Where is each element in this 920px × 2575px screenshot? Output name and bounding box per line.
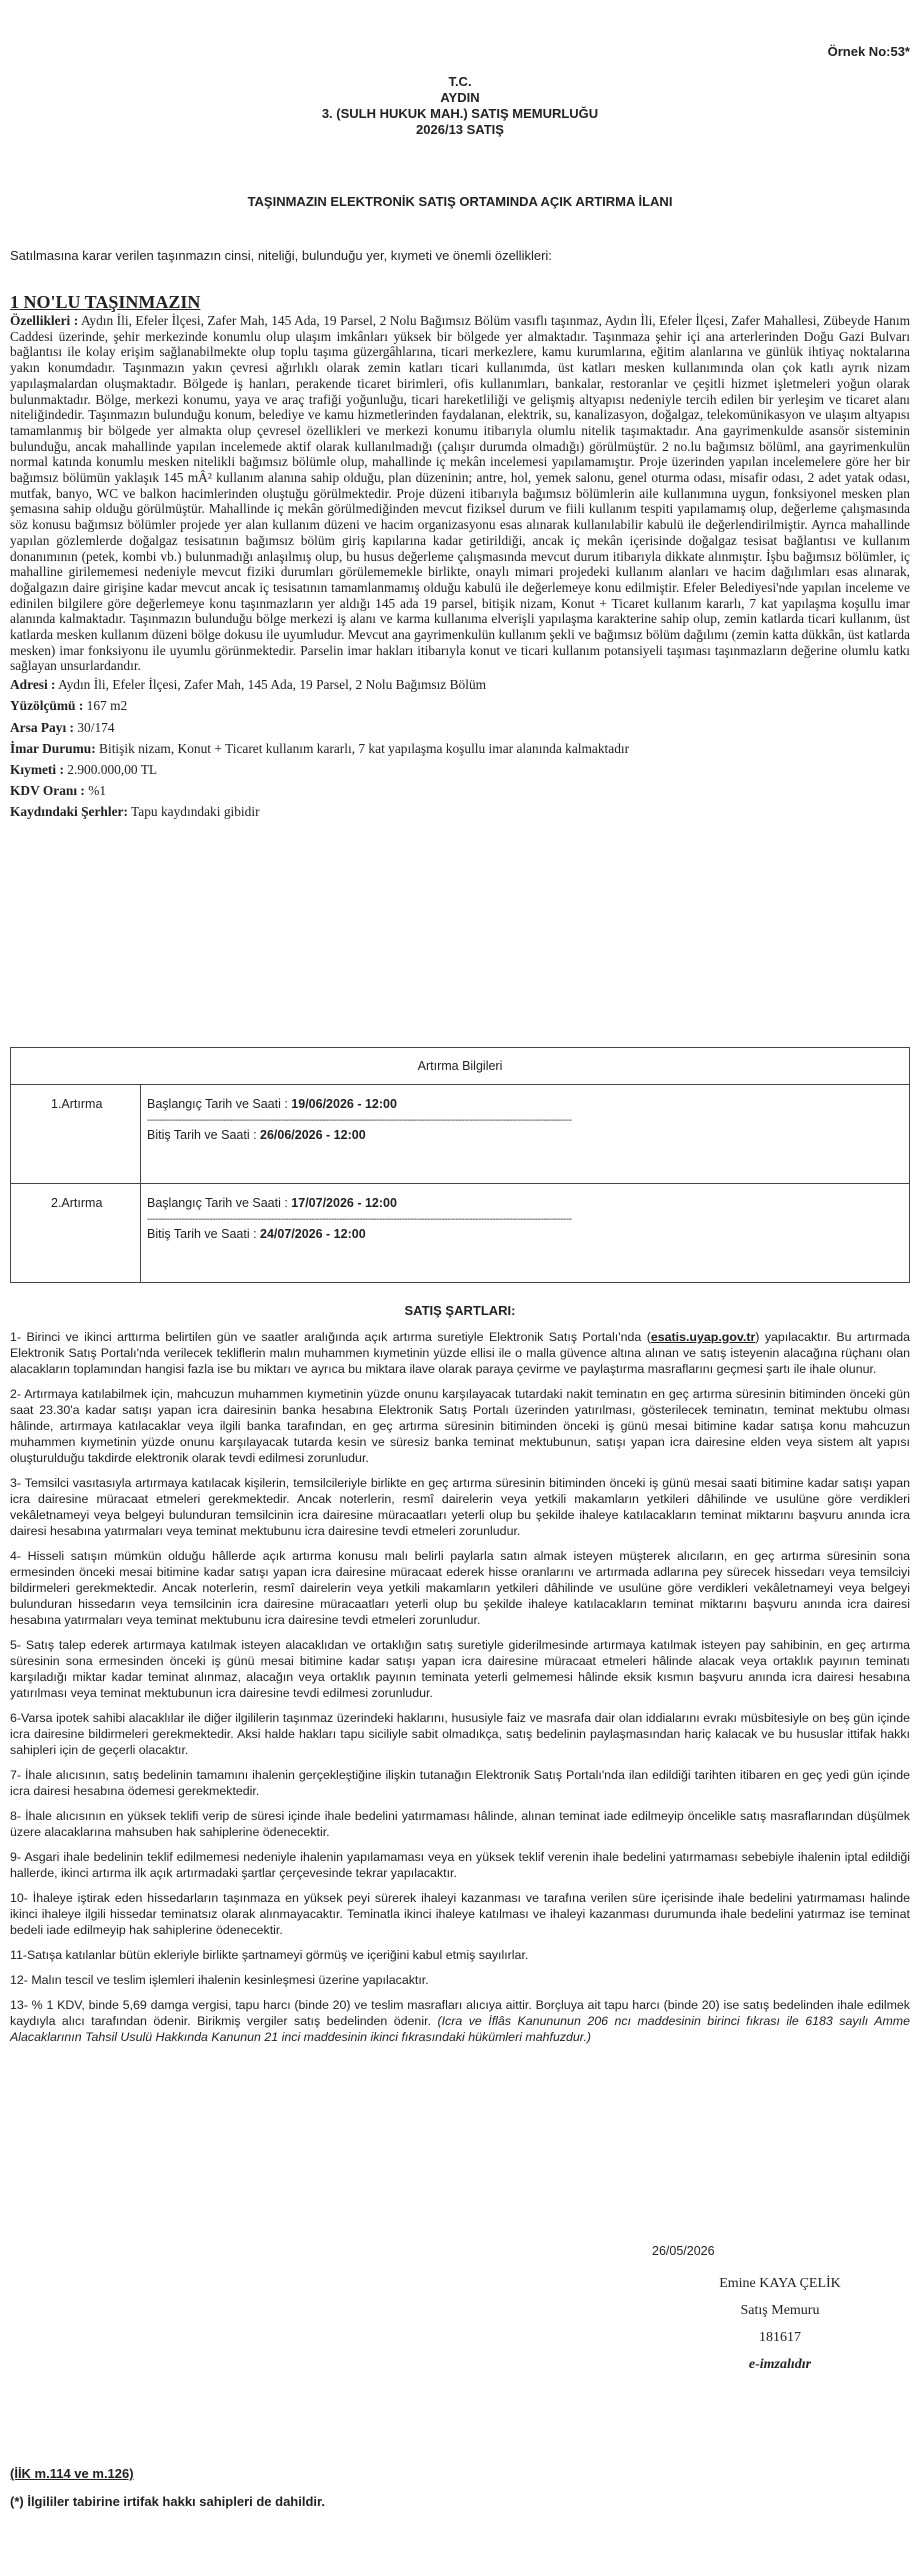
header-line-city: AYDIN [440, 90, 480, 105]
term-12: 12- Malın tescil ve teslim işlemleri ihalenin kesinleşmesi üzerine yapılacaktır. [10, 1973, 429, 1987]
property-value [10, 759, 910, 780]
term-6: 6-Varsa ipotek sahibi alacaklılar ile diğer ilgililerin taşınmaz üzerindeki haklarını, hususiyle faiz ve masrafa dair olan iddialarını evrakı müsbitesiyle on beş gün içinde icra dairesine bildirmeleri gerekmektedir. Aksi halde hakları tapu siciliyle sabit olmadıkça, satış bedelinin paylaşmasından hariç kalacak ve bu hususlar ittifak hakkı sahipleri için de geçerli olacaktır. [10, 1711, 910, 1757]
term-5: 5- Satış talep ederek artırmaya katılmak isteyen alacaklıdan ve ortaklığın satış suretiyle giderilmesinde artırmaya katılmak isteyen pay sahibinin, en geç artırma süresinin sona ermesinden önceki iş günü mesai bitimine kadar satışı yapan icra dairesine müracaat etmeleri hâlinde alacak veya ortaklık payının teminatı karşıladığı miktar kadar teminat alınmaz, alacağın veya ortaklık payının teminata yeterli gelmemesi hâlinde eksik kısmın başvuru anında icra dairesi hesabına yatırılması veya teminat mektubunun icra dairesine tevdi edilmesi zorunludur. [10, 1638, 910, 1700]
signer-name: Emine KAYA ÇELİK [719, 2276, 841, 2291]
land-share-value: 30/174 [77, 719, 115, 735]
term-1 [10, 1329, 910, 1377]
auction-row [11, 1085, 910, 1184]
term-1-text-b: ) yapılacaktır. Bu artırmada Elektronik Satış Portalı'nda verilecek tekliflerin malın muhammen kıymetinin yüzde ellisi ile o malla güvence altına alınan ve satış isteyenin alacağına rüçhanı olan alacakların toplamından hangisi fazla ise bu miktarı ve ayrıca bu miktara ilave olarak paraya çevirme ve paylaştırma masraflarını geçmesi şartı ile ihale olunur. [10, 1330, 910, 1376]
term-3: 3- Temsilci vasıtasıyla artırmaya katılacak kişilerin, temsilcileriyle birlikte en geç artırma süresinin bitiminden önceki iş günü mesai saati bitimine kadar satışı yapan icra dairesine müracaat etmeleri gerekmektedir. Ancak noterlerin, resmî dairelerin veya yetkili makamların yetkileri dâhilinde ve usulüne göre verdikleri vekâletnameyi veya belgeyi bulunduran temsilcinin icra dairesine müracaatları yeterli olup bu şekilde ihaleye katılacakların teminat miktarını başvuru anında icra dairesi hesabına yatırmaları veya teminat mektubunu icra dairesine tevdi etmeleri zorunludur. [10, 1476, 910, 1538]
term-13-text: 13- % 1 KDV, binde 5,69 damga vergisi, tapu harcı (binde 20) ve teslim masrafları alıcıya aittir. Borçluya ait tapu harcı (binde 20) ise satış bedelinden ihale edilmek kaydıyla alıcı tarafından ödenir. Birikmiş vergiler satış bedelinden ödenir. [10, 1998, 910, 2028]
auction-end [147, 1128, 909, 1142]
terms-section [10, 1329, 910, 2054]
signature-block [640, 2270, 920, 2378]
signer-number: 181617 [759, 2330, 801, 2345]
property-land-share [10, 717, 910, 738]
property-annotations [10, 801, 910, 822]
address-label: Adresi : [10, 677, 56, 693]
auction-end [147, 1227, 909, 1241]
zoning-value: Bitişik nizam, Konut + Ticaret kullanım kararlı, 7 kat yapılaşma koşullu imar alanında kalmaktadır [99, 740, 630, 756]
start-value: 19/06/2026 - 12:00 [291, 1097, 397, 1111]
property-area [10, 695, 910, 716]
term-13-note: (Icra ve İflâs Kanununun 206 ncı maddesinin birinci fıkrası ile 6183 sayılı Amme Alacaklarının Tahsil Usulü Hakkında Kanunun 21 inci maddesinin ikinci fıkrasındaki hükümleri mahfuzdur.) [10, 2014, 910, 2044]
document-title: TAŞINMAZIN ELEKTRONİK SATIŞ ORTAMINDA AÇIK ARTIRMA İLANI [247, 194, 673, 209]
esatis-link[interactable]: esatis.uyap.gov.tr [650, 1330, 756, 1344]
property-heading: 1 NO'LU TAŞINMAZIN [10, 292, 201, 312]
address-value: Aydın İli, Efeler İlçesi, Zafer Mah, 145 Ada, 19 Parsel, 2 Nolu Bağımsız Bölüm [58, 677, 487, 693]
end-value: 26/06/2026 - 12:00 [260, 1128, 366, 1142]
area-label: Yüzölçümü : [10, 698, 84, 714]
property-features [10, 313, 910, 674]
value-amount: 2.900.000,00 TL [67, 761, 158, 777]
zoning-label: İmar Durumu: [10, 740, 96, 756]
law-reference: (İİK m.114 ve m.126) [10, 2466, 134, 2481]
header-line-tc: T.C. [448, 74, 472, 89]
term-2: 2- Artırmaya katılabilmek için, mahcuzun muhammen kıymetinin yüzde onunu karşılayacak tutardaki nakit teminatın en geç artırma süresinin bitiminden önceki gün saat 23.30'a kadar satışı yapan icra dairesinin banka hesabına Elektronik Satış Portalı üzerinden yatırılması, gösterilecek teminatın, teminat mektubu olması hâlinde, artırmaya katılacaklar veya ilgili banka tarafından, en geç artırma süresinin bitiminden önceki iş günü mesai bitimine kadar satışa konu mahcuzun muhammen kıymetinin yüzde onunu karşılayacak tutarda kesin ve süresiz banka teminat mektubunun, satışı yapan icra dairesine elden veya sistem alt yapısı oluşturulduğu takdirde elektronik olarak tevdi edilmesi zorunludur. [10, 1387, 910, 1465]
term-7: 7- İhale alıcısının, satış bedelinin tamamını ihalenin gerçekleştiğine ilişkin tutanağın Elektronik Satış Portalı'nda ilan edildiği tarihten itibaren en geç yedi gün içinde icra dairesi hesabına ödemesi gerekmektedir. [10, 1768, 910, 1798]
term-1-text-a: 1- Birinci ve ikinci arttırma belirtilen gün ve saatler aralığında açık artırma suretiyle Elektronik Satış Portalı'nda ( [10, 1330, 651, 1344]
end-value: 24/07/2026 - 12:00 [260, 1227, 366, 1241]
property-section [10, 291, 910, 823]
header-line-office: 3. (SULH HUKUK MAH.) SATIŞ MEMURLUĞU [321, 106, 599, 121]
header-line-file-no: 2026/13 SATIŞ [416, 122, 504, 137]
end-label: Bitiş Tarih ve Saati : [147, 1128, 261, 1142]
terms-title: SATIŞ ŞARTLARI: [404, 1303, 516, 1318]
property-address [10, 674, 910, 695]
term-4: 4- Hisseli satışın mümkün olduğu hâllerde açık artırma konusu malı belirli paylarla satın almak isteyen müşterek alıcıların, en geç artırma süresinin sona ermesinden önceki mesai bitimine kadar satışı yapan icra dairesine müracaat ederek hisse oranlarını ve artırmada adlarına pey sürecek hissedarı veya temsilciyi bildirmeleri gerekmektedir. Ancak noterlerin, resmî dairelerin veya yetkili makamların yetkileri dâhilinde ve usulüne göre verdikleri vekâletnameyi veya belgeyi bulunduran hissedarın veya temsilcinin icra dairesine müracaatları yeterli olup bu şekilde ihaleye katılacakların teminat miktarını başvuru anında icra dairesi hesabına yatırmaları veya teminat mektubunu icra dairesine tevdi etmeleri zorunludur. [10, 1549, 910, 1627]
value-label: Kıymeti : [10, 761, 64, 777]
vat-label: KDV Oranı : [10, 783, 85, 799]
dashed-separator: ------------------------------------------------------------------------------------------------------------------------------------------------------ [147, 1214, 572, 1225]
annotations-label: Kaydındaki Şerhler: [10, 804, 128, 820]
auction-start [147, 1097, 909, 1111]
signer-role: Satış Memuru [740, 2303, 820, 2318]
term-9: 9- Asgari ihale bedelinin teklif edilmemesi nedeniyle ihalenin yapılamaması veya en yüksek teklif verenin ihale bedelini yatırmaması sebebiyle ihalenin iptal edildiği hallerde, ikinci artırma ilk açık artırmadaki şartlar çerçevesinde tekrar yapılacaktır. [10, 1850, 910, 1880]
term-10: 10- İhaleye iştirak eden hissedarların taşınmaza en yüksek peyi sürerek ihaleyi kazanması ve tarafına verilen süre içerisinde ihale bedelini yatırmaması halinde ikinci ihaleye ilgili hissedar teminatsız olarak alınmayacaktır. Teminatla ikinci ihaleye katılması ve ihaleyi kazanması durumunda ihale bedelini yatırmaz ise teminat bedeli iade edilmeyip hak sahiplerine ödenecektir. [10, 1891, 910, 1937]
auction-table [10, 1047, 910, 1283]
footnote: (*) İlgililer tabirine irtifak hakkı sahipleri de dahildir. [10, 2494, 325, 2509]
end-label: Bitiş Tarih ve Saati : [147, 1227, 261, 1241]
annotations-value: Tapu kaydındaki gibidir [131, 804, 260, 820]
auction-name: 1.Artırma [11, 1085, 141, 1184]
features-label: Özellikleri : [10, 313, 79, 328]
term-8: 8- İhale alıcısının en yüksek teklifi verip de süresi içinde ihale bedelini yatırmaması hâlinde, alınan teminat iade edilmeyip öncelikle satış masraflarından düşülmek üzere alacaklarına mahsuben hak sahiplerine ödenecektir. [10, 1809, 910, 1839]
start-value: 17/07/2026 - 12:00 [291, 1196, 397, 1210]
auction-dates [141, 1085, 910, 1184]
start-label: Başlangıç Tarih ve Saati : [147, 1196, 292, 1210]
start-label: Başlangıç Tarih ve Saati : [147, 1097, 292, 1111]
features-text: Aydın İli, Efeler İlçesi, Zafer Mah, 145 Ada, 19 Parsel, 2 Nolu Bağımsız Bölüm vasıflı taşınmaz, Aydın İli, Efeler İlçesi, Zafer Mahallesi, Zübeyde Hanım Caddesi üzerinde, şehir merkezinde konumlu olup ulaşım imkânları yüksek bir bölgede yer almaktadır. Taşınmaza şehir içi ana arterlerinden Doğu Gazi Bulvarı bağlantısı ile kolay erişim sağlanabilmekte olup toplu taşıma güzergâhlarına, ticari merkezlere, kamu kurumlarına, eğitim alanlarına ve günlük ihtiyaç noktalarına yakın konumdadır. Taşınmazın yakın çevresi ağırlıklı olarak zemin katları ticari kullanımda, üst katları mesken kullanımında olan çok katlı ayrık nizam yapılaşmalardan oluşmaktadır. Bölgede iş hanları, perakende ticaret birimleri, ofis kullanımları, bankalar, restoranlar ve çeşitli hizmet işletmeleri yoğun olarak bulunmaktadır. Bölge, merkezi konumu, yaya ve araç trafiği yoğunluğu, ticari hareketliliği ve gelişmiş altyapısı nedeniyle tercih edilen bir yerleşim ve ticaret alanı niteliğindedir. Taşınmazın bulunduğu konum, belediye ve kamu hizmetlerinden faydalanan, elektrik, su, kanalizasyon, doğalgaz, telekomünikasyon ve ulaşım altyapısı tamamlanmış bir bölgede yer almakta olup çevresel özellikleri ve merkezi konumu itibarıyla olumlu nitelik taşımaktadır. Ana gayrimenkulde asansör sisteminin bulunduğu, ancak mahallinde yapılan incelemede aktif olarak kullanılmadığı (çalışır durumda olmadığı) görülmüştür. 2 no.lu bağımsız bölüml, ana gayrimenkulün normal katında konumlu mesken nitelikli bağımsız bölümle olup, mahallinde iç mekân incelemesi yapılamamıştır. Proje üzerinden yapılan incelemelere göre her bir bağımsız bölümün yaklaşık 145 mÂ² kullanım alanına sahip olduğu, plan düzeninin; antre, hol, yemek salonu, genel oturma odası, misafir odası, 2 adet yatak odası, mutfak, banyo, WC ve balkon hacimlerinden oluştuğu görülmektedir. Proje düzeni itibarıyla bağımsız bölümlerin aile kullanımına uygun, fonksiyonel mesken plan şemasına sahip olduğu görülmüştür. Mahallinde iç mekân görülmediğinden mevcut fiziksel durum ve fiili kullanım tespiti yapılamamış olup, değerleme çalışmasında söz konusu bağımsız bölümler projede yer alan kullanım düzeni ve hacim organizasyonu esas alınarak kullanılabilir kabulü ile değerlendirilmiştir. Ayrıca mahallinde yapılan gözlemlerde doğalgaz tesisatının bağımsız bölüm giriş kapılarına kadar getirildiği, ancak iç mekân içerisinde doğalgaz tesisat bağlantısı ve kullanım donanımının (petek, kombi vb.) bulunmadığı anlaşılmış olup, bu husus değerleme çalışmasında mevcut durum itibarıyla dikkate alınmıştır. İşbu bağımsız bölümler, iç mahalline girilememesi nedeniyle mevcut fiziki durumları görülememekle birlikte, onaylı mimari projedeki kullanım alanları ve hacim dağılımları esas alınarak, doğalgazın daire girişine kadar mevcut ancak iç tesisatının tamamlanmamış olduğu kabulü ile değerlemeye konu edilmiştir. Efeler Belediyesi'nde yapılan inceleme ve edinilen bilgilere göre değerlemeye konu taşınmazların yer aldığı 145 ada 19 parsel, bitişik nizam, Konut + Ticaret kullanım kararlı, 7 kat yapılaşma koşullu imar alanında kalmaktadır. Taşınmazın bulunduğu bölge merkezi iş alanı ve karma kullanıma elverişli yapılaşma karakterine sahip olup, zemin katlarda ticari kullanım, üst katlarda mesken kullanım düzeni bölge dokusu ile uyumludur. Mevcut ana gayrimenkulün kullanım şekli ve bağımsız bölüm dağılımı (zemin katta dükkân, üst katlarda mesken) imar fonksiyonu ile uyumlu görünmektedir. Parselin imar hakları itibarıyla konut ve ticari kullanım potansiyeli taşıması taşınmazların değerine olumlu katkı sağlayan unsurlardandır. [10, 313, 911, 674]
signature-date: 26/05/2026 [652, 2244, 715, 2258]
term-13 [10, 1997, 910, 2045]
auction-dates [141, 1184, 910, 1283]
land-share-label: Arsa Payı : [10, 719, 74, 735]
vat-value: %1 [88, 783, 107, 799]
auction-row [11, 1184, 910, 1283]
property-vat [10, 780, 910, 801]
auction-start [147, 1196, 909, 1210]
sample-number: Örnek No:53* [827, 44, 910, 59]
property-zoning [10, 738, 910, 759]
intro-text: Satılmasına karar verilen taşınmazın cinsi, niteliği, bulunduğu yer, kıymeti ve önemli özellikleri: [10, 248, 552, 263]
term-11: 11-Satışa katılanlar bütün ekleriyle birlikte şartnameyi görmüş ve içeriğini kabul etmiş sayılırlar. [10, 1948, 529, 1962]
auction-table-header: Artırma Bilgileri [11, 1048, 910, 1085]
area-value: 167 m2 [86, 698, 128, 714]
auction-name: 2.Artırma [11, 1184, 141, 1283]
e-signature-note: e-imzalıdır [748, 2357, 812, 2372]
dashed-separator: ------------------------------------------------------------------------------------------------------------------------------------------------------ [147, 1115, 572, 1126]
document-header [0, 74, 920, 138]
